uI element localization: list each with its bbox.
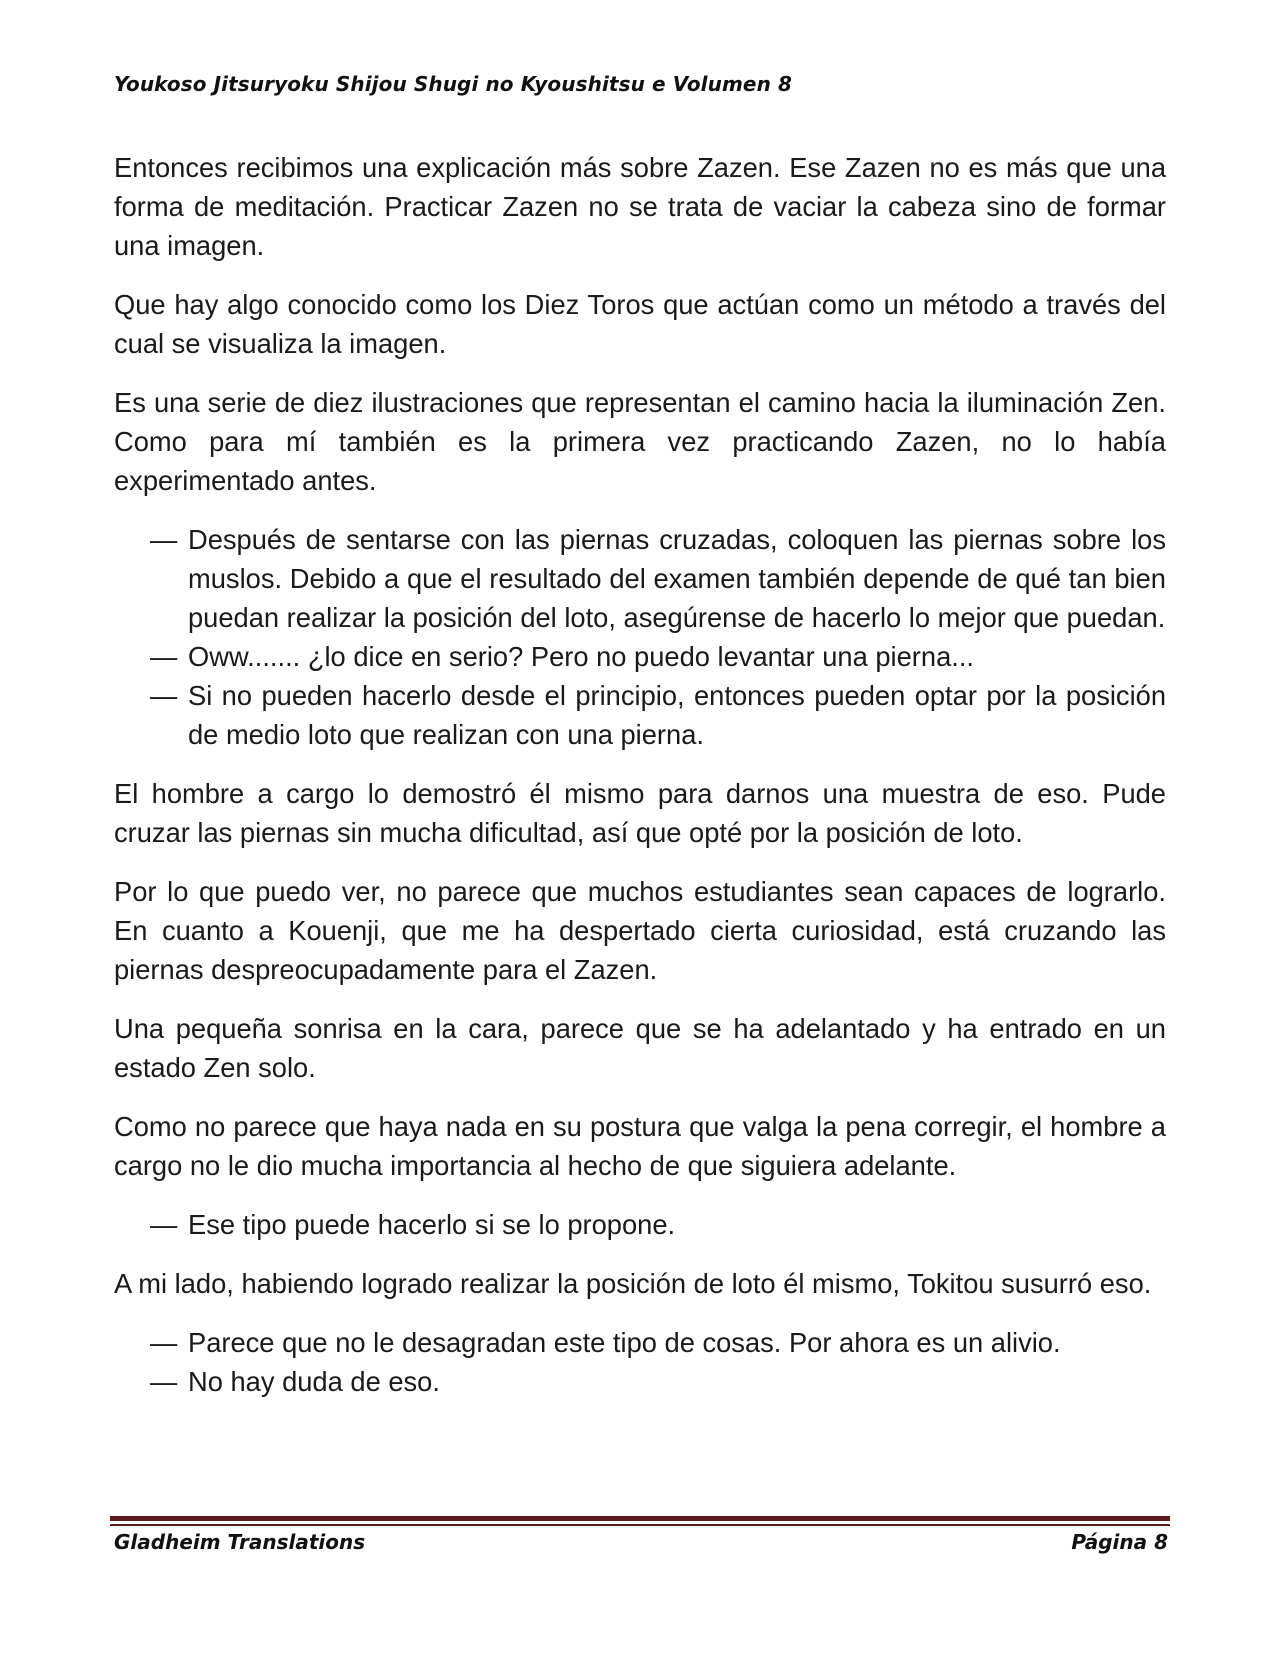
paragraph: Que hay algo conocido como los Diez Toros que actúan como un método a través del cual se visualiza la imagen.: [114, 289, 1166, 359]
footer-rule-thick: [110, 1516, 1170, 1521]
dialogue-block: [114, 1323, 1166, 1401]
dialogue-line: [114, 637, 1166, 676]
paragraph: Una pequeña sonrisa en la cara, parece que se ha adelantado y ha entrado en un estado Zen solo.: [114, 1013, 1166, 1083]
paragraph: A mi lado, habiendo logrado realizar la posición de loto él mismo, Tokitou susurró eso.: [114, 1268, 1152, 1299]
footer-credit: Gladheim Translations: [114, 1530, 366, 1554]
dialogue-dash: —: [150, 1327, 178, 1358]
dialogue-line: [114, 1362, 1166, 1401]
dialogue-text: Ese tipo puede hacerlo si se lo propone.: [188, 1209, 676, 1240]
dialogue-text: Oww....... ¿lo dice en serio? Pero no puedo levantar una pierna...: [188, 641, 974, 672]
dialogue-text: Después de sentarse con las piernas cruzadas, coloquen las piernas sobre los muslos. Debido a que el resultado del examen también depende de qué tan bien puedan realizar la posición del loto, asegúrense de hacerlo lo mejor que puedan.: [188, 524, 1166, 633]
dialogue-line: [114, 520, 1166, 637]
dialogue-line: [114, 1323, 1166, 1362]
dialogue-text: Parece que no le desagradan este tipo de cosas. Por ahora es un alivio.: [188, 1327, 1061, 1358]
dialogue-block: [114, 1205, 1166, 1244]
paragraph: Es una serie de diez ilustraciones que representan el camino hacia la iluminación Zen. Como para mí también es la primera vez practicando Zazen, no lo había experimentado antes.: [114, 387, 1166, 496]
dialogue-dash: —: [150, 1366, 178, 1397]
paragraph: Por lo que puedo ver, no parece que muchos estudiantes sean capaces de lograrlo. En cuanto a Kouenji, que me ha despertado cierta curiosidad, está cruzando las piernas despreocupadamente para el Zazen.: [114, 876, 1166, 985]
dialogue-dash: —: [150, 524, 178, 555]
dialogue-text: No hay duda de eso.: [188, 1366, 440, 1397]
dialogue-block: [114, 520, 1166, 754]
dialogue-dash: —: [150, 1209, 178, 1240]
footer-rule-thin: [110, 1524, 1170, 1526]
dialogue-line: [114, 676, 1166, 754]
page-number: Página 8: [1071, 1530, 1168, 1554]
running-header: Youkoso Jitsuryoku Shijou Shugi no Kyoushitsu e Volumen 8: [114, 72, 792, 96]
paragraph: Como no parece que haya nada en su postura que valga la pena corregir, el hombre a cargo no le dio mucha importancia al hecho de que siguiera adelante.: [114, 1111, 1166, 1181]
dialogue-dash: —: [150, 680, 178, 711]
paragraph: Entonces recibimos una explicación más sobre Zazen. Ese Zazen no es más que una forma de meditación. Practicar Zazen no se trata de vaciar la cabeza sino de formar una imagen.: [114, 152, 1166, 261]
dialogue-text: Si no pueden hacerlo desde el principio, entonces pueden optar por la posición de medio loto que realizan con una pierna.: [188, 680, 1166, 750]
page-body: [114, 148, 1166, 1421]
paragraph: El hombre a cargo lo demostró él mismo para darnos una muestra de eso. Pude cruzar las piernas sin mucha dificultad, así que opté por la posición de loto.: [114, 778, 1166, 848]
dialogue-dash: —: [150, 641, 178, 672]
dialogue-line: [114, 1205, 1166, 1244]
